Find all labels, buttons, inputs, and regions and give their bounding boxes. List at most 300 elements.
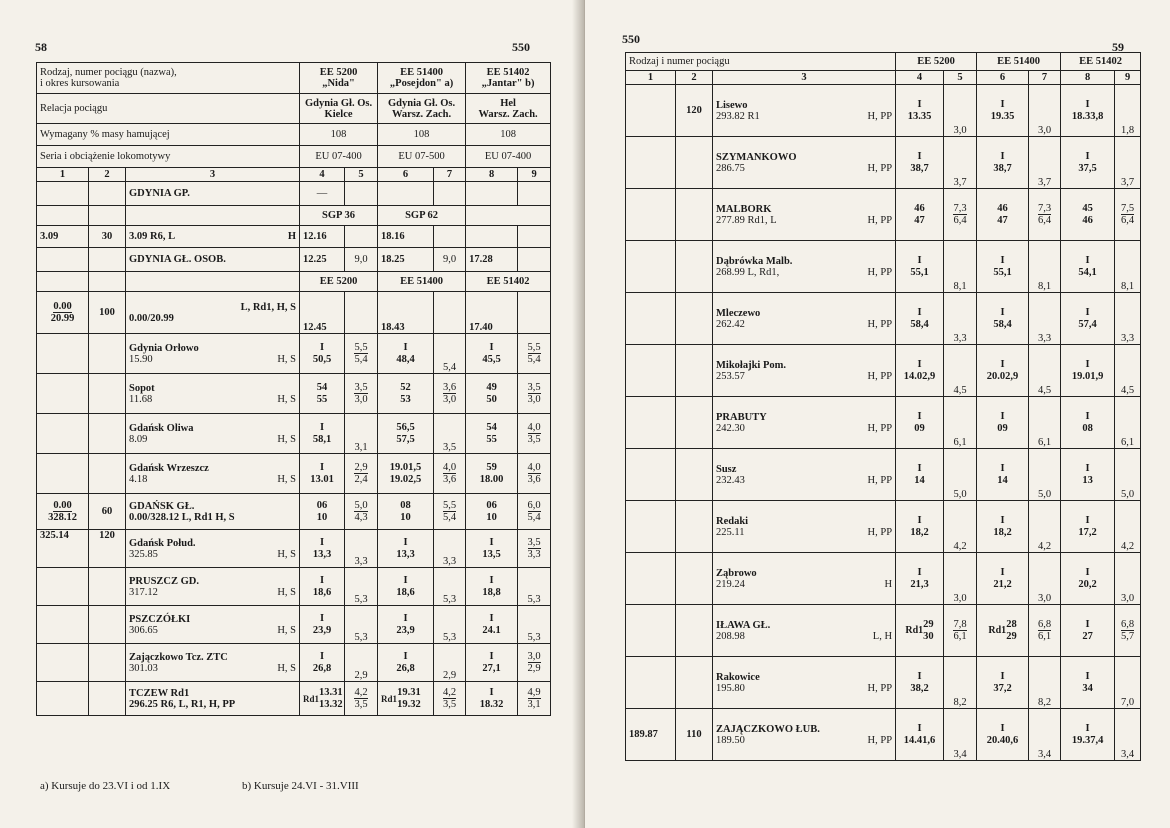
loco-cell: EU 07-400 bbox=[466, 146, 551, 168]
time-cell: I 14 bbox=[896, 449, 944, 501]
train-header: EE 51402 bbox=[1061, 53, 1141, 71]
station-cell: 3.09 R6, L H bbox=[126, 226, 300, 248]
km-cell bbox=[626, 189, 676, 241]
minutes-cell: 3,5 bbox=[434, 414, 466, 454]
minutes-cell: 3,0 bbox=[944, 85, 977, 137]
minutes-cell: 3,7 bbox=[1029, 137, 1061, 189]
minutes-cell: 5,0 bbox=[1115, 449, 1141, 501]
station-cell: PRUSZCZ GD. 317.12 H, S bbox=[126, 568, 300, 606]
minutes-cell: 4,2 bbox=[1115, 501, 1141, 553]
station-row bbox=[626, 449, 1141, 501]
time-cell: I 23,9 bbox=[300, 606, 345, 644]
relation-cell: Gdynia Gł. Os. Kielce bbox=[300, 94, 378, 124]
minutes-cell: 7,3 6,4 bbox=[944, 189, 977, 241]
km-cell bbox=[37, 644, 89, 682]
speed-cell bbox=[676, 501, 713, 553]
minutes-cell: 4,2 bbox=[1029, 501, 1061, 553]
minutes-cell: 3,7 bbox=[1115, 137, 1141, 189]
station-cell: Gdańsk Wrzeszcz 4.18 H, S bbox=[126, 454, 300, 494]
header-train-label: Rodzaj i numer pociągu bbox=[626, 53, 896, 71]
colnum: 8 bbox=[1061, 71, 1115, 85]
minutes-cell: 3,5 3,0 bbox=[518, 374, 551, 414]
minutes-cell: 3,1 bbox=[345, 414, 378, 454]
colnum: 5 bbox=[345, 168, 378, 182]
speed-cell bbox=[676, 449, 713, 501]
minutes-cell: 5,5 5,4 bbox=[345, 334, 378, 374]
time-cell: 18.16 bbox=[378, 226, 434, 248]
speed-cell bbox=[676, 553, 713, 605]
minutes-cell: 4,0 3,6 bbox=[434, 454, 466, 494]
station-row bbox=[626, 345, 1141, 397]
right-page bbox=[585, 0, 1170, 828]
station-cell: SZYMANKOWO 286.75 H, PP bbox=[713, 137, 896, 189]
footnote-a: a) Kursuje do 23.VI i od 1.IX bbox=[40, 780, 171, 792]
time-cell: I 18,8 bbox=[466, 568, 518, 606]
station-row bbox=[37, 374, 551, 414]
time-cell: I 54,1 bbox=[1061, 241, 1115, 293]
minutes-cell: 3,0 bbox=[944, 553, 977, 605]
time-cell: I 19.01,9 bbox=[1061, 345, 1115, 397]
speed-cell bbox=[676, 605, 713, 657]
speed-cell bbox=[89, 568, 126, 606]
time-cell: I 48,4 bbox=[378, 334, 434, 374]
minutes-cell: 2,9 bbox=[434, 644, 466, 682]
minutes-cell: 5,3 bbox=[345, 606, 378, 644]
colnum: 9 bbox=[518, 168, 551, 182]
brake-cell: 108 bbox=[378, 124, 466, 146]
station-cell: IŁAWA GŁ. 208.98 L, H bbox=[713, 605, 896, 657]
minutes-cell: 4,2 bbox=[944, 501, 977, 553]
header-loco-label: Seria i obciążenie lokomotywy bbox=[37, 146, 300, 168]
minutes-cell: 7,5 6,4 bbox=[1115, 189, 1141, 241]
time-cell: I 45,5 bbox=[466, 334, 518, 374]
minutes-cell: 8,1 bbox=[944, 241, 977, 293]
station-row bbox=[37, 644, 551, 682]
minutes-cell: 3,3 bbox=[345, 530, 378, 568]
minutes-cell: 5,5 5,4 bbox=[518, 334, 551, 374]
station-row bbox=[626, 553, 1141, 605]
station-row bbox=[626, 293, 1141, 345]
minutes-cell: 3,3 bbox=[944, 293, 977, 345]
colnum: 1 bbox=[37, 168, 89, 182]
minutes-cell: 6,1 bbox=[1029, 397, 1061, 449]
station-row bbox=[626, 605, 1141, 657]
minutes-cell: 6,8 5,7 bbox=[1115, 605, 1141, 657]
station-row bbox=[626, 709, 1141, 761]
minutes-cell: 9,0 bbox=[345, 248, 378, 272]
colnum: 1 bbox=[626, 71, 676, 85]
time-cell: I 38,7 bbox=[896, 137, 944, 189]
time-cell: I 19.35 bbox=[977, 85, 1029, 137]
minutes-cell: 3,6 3,0 bbox=[434, 374, 466, 414]
time-cell: I 13,5 bbox=[466, 530, 518, 568]
minutes-cell: 8,1 bbox=[1029, 241, 1061, 293]
time-cell: I 58,4 bbox=[977, 293, 1029, 345]
time-cell: 18.43 bbox=[378, 292, 434, 334]
minutes-cell: 3,5 3,0 bbox=[345, 374, 378, 414]
minutes-cell: 6,0 5,4 bbox=[518, 494, 551, 530]
station-row bbox=[37, 414, 551, 454]
time-cell: 54 55 bbox=[466, 414, 518, 454]
header-loco-row bbox=[37, 146, 551, 168]
minutes-cell: 3,7 bbox=[944, 137, 977, 189]
minutes-cell: 5,0 bbox=[1029, 449, 1061, 501]
minutes-cell: 8,2 bbox=[1029, 657, 1061, 709]
minutes-cell: 7,0 bbox=[1115, 657, 1141, 709]
station-row bbox=[37, 494, 551, 530]
station-row bbox=[37, 530, 551, 568]
station-row bbox=[37, 226, 551, 248]
time-cell: Rd1 29 30 bbox=[896, 605, 944, 657]
time-cell: I 23,9 bbox=[378, 606, 434, 644]
station-row bbox=[626, 501, 1141, 553]
colnum: 3 bbox=[713, 71, 896, 85]
loco-cell: EU 07-500 bbox=[378, 146, 466, 168]
station-row bbox=[626, 137, 1141, 189]
footnote-b: b) Kursuje 24.VI - 31.VIII bbox=[242, 780, 359, 792]
station-cell: Sopot 11.68 H, S bbox=[126, 374, 300, 414]
minutes-cell: 8,1 bbox=[1115, 241, 1141, 293]
header-relation-row bbox=[37, 94, 551, 124]
time-cell: 18.25 bbox=[378, 248, 434, 272]
composition-label: SGP 36 bbox=[300, 206, 378, 226]
minutes-cell: 5,3 bbox=[518, 606, 551, 644]
minutes-cell: 4,2 3,5 bbox=[345, 682, 378, 716]
colnum: 5 bbox=[944, 71, 977, 85]
time-cell: I 26,8 bbox=[378, 644, 434, 682]
time-cell: 06 10 bbox=[466, 494, 518, 530]
minutes-cell: 3,4 bbox=[944, 709, 977, 761]
station-row bbox=[37, 248, 551, 272]
station-row bbox=[37, 182, 551, 206]
minutes-cell: 7,8 6,1 bbox=[944, 605, 977, 657]
speed-cell: 30 bbox=[89, 226, 126, 248]
speed-cell bbox=[676, 189, 713, 241]
time-cell: 19.01,5 19.02,5 bbox=[378, 454, 434, 494]
time-cell: I 13.35 bbox=[896, 85, 944, 137]
time-cell: 56,5 57,5 bbox=[378, 414, 434, 454]
time-cell: I 20,2 bbox=[1061, 553, 1115, 605]
colnum: 9 bbox=[1115, 71, 1141, 85]
station-row bbox=[37, 454, 551, 494]
colnum: 4 bbox=[300, 168, 345, 182]
station-row bbox=[37, 292, 551, 334]
time-cell: I 18,2 bbox=[896, 501, 944, 553]
minutes-cell: 1,8 bbox=[1115, 85, 1141, 137]
colnum: 6 bbox=[977, 71, 1029, 85]
minutes-cell: 3,5 3,3 bbox=[518, 530, 551, 568]
time-cell: 59 18.00 bbox=[466, 454, 518, 494]
speed-cell bbox=[89, 644, 126, 682]
speed-cell bbox=[89, 606, 126, 644]
minutes-cell: 4,5 bbox=[944, 345, 977, 397]
time-cell: 49 50 bbox=[466, 374, 518, 414]
time-cell: 12.25 bbox=[300, 248, 345, 272]
time-cell: 52 53 bbox=[378, 374, 434, 414]
time-cell: I 27 bbox=[1061, 605, 1115, 657]
station-cell: Rakowice 195.80 H, PP bbox=[713, 657, 896, 709]
station-cell: Susz 232.43 H, PP bbox=[713, 449, 896, 501]
minutes-cell: 5,0 4,3 bbox=[345, 494, 378, 530]
time-cell: 12.45 bbox=[300, 292, 345, 334]
page-number-left: 58 bbox=[35, 40, 47, 54]
station-row bbox=[626, 241, 1141, 293]
colnum: 6 bbox=[378, 168, 434, 182]
time-cell: 46 47 bbox=[977, 189, 1029, 241]
time-cell: I 55,1 bbox=[977, 241, 1029, 293]
time-cell: 17.28 bbox=[466, 248, 518, 272]
speed-cell bbox=[676, 657, 713, 709]
speed-cell bbox=[676, 397, 713, 449]
minutes-cell: 3,0 2,9 bbox=[518, 644, 551, 682]
km-cell bbox=[626, 657, 676, 709]
train-subheader: EE 51400 bbox=[378, 272, 466, 292]
speed-cell bbox=[676, 293, 713, 345]
station-row bbox=[37, 606, 551, 644]
km-cell bbox=[626, 345, 676, 397]
time-cell: I 09 bbox=[977, 397, 1029, 449]
time-cell: I 21,2 bbox=[977, 553, 1029, 605]
train-header: EE 51400 bbox=[977, 53, 1061, 71]
colnum: 2 bbox=[89, 168, 126, 182]
relation-cell: Gdynia Gł. Os. Warsz. Zach. bbox=[378, 94, 466, 124]
minutes-cell: 3,3 bbox=[1115, 293, 1141, 345]
train-header: EE 5200 „Nida" bbox=[300, 63, 378, 94]
minutes-cell: 5,0 bbox=[944, 449, 977, 501]
station-name: GDYNIA GŁ. OSOB. bbox=[126, 248, 300, 272]
train-subheader: EE 51402 bbox=[466, 272, 551, 292]
station-row bbox=[626, 657, 1141, 709]
minutes-cell: 7,3 6,4 bbox=[1029, 189, 1061, 241]
station-cell: Gdańsk Połud. 325.85 H, S bbox=[126, 530, 300, 568]
time-cell: I 38,2 bbox=[896, 657, 944, 709]
km-cell bbox=[626, 137, 676, 189]
speed-cell bbox=[676, 345, 713, 397]
minutes-cell: 2,9 2,4 bbox=[345, 454, 378, 494]
time-cell: Rd1 13.31 13.32 bbox=[300, 682, 345, 716]
station-cell: Dąbrówka Malb. 268.99 L, Rd1, H, PP bbox=[713, 241, 896, 293]
minutes-cell: 2,9 bbox=[345, 644, 378, 682]
brake-cell: 108 bbox=[466, 124, 551, 146]
time-cell: I 38,7 bbox=[977, 137, 1029, 189]
header-train-row bbox=[37, 63, 551, 94]
time-cell: I 19.37,4 bbox=[1061, 709, 1115, 761]
station-cell: Zajączkowo Tcz. ZTC 301.03 H, S bbox=[126, 644, 300, 682]
station-row bbox=[626, 397, 1141, 449]
minutes-cell: 3,3 bbox=[434, 530, 466, 568]
km-cell bbox=[626, 397, 676, 449]
station-row bbox=[37, 334, 551, 374]
time-cell: I 20.40,6 bbox=[977, 709, 1029, 761]
minutes-cell: 3,0 bbox=[1029, 85, 1061, 137]
timetable-right bbox=[625, 52, 1141, 761]
minutes-cell: 4,9 3,1 bbox=[518, 682, 551, 716]
time-cell: I 58,4 bbox=[896, 293, 944, 345]
minutes-cell: 4,0 3,5 bbox=[518, 414, 551, 454]
loco-cell: EU 07-400 bbox=[300, 146, 378, 168]
speed-cell bbox=[676, 241, 713, 293]
time-cell: I 24.1 bbox=[466, 606, 518, 644]
brake-cell: 108 bbox=[300, 124, 378, 146]
km-cell bbox=[37, 568, 89, 606]
time-cell: I 50,5 bbox=[300, 334, 345, 374]
station-cell: MALBORK 277.89 Rd1, L H, PP bbox=[713, 189, 896, 241]
station-cell: PRABUTY 242.30 H, PP bbox=[713, 397, 896, 449]
time-cell: I 13,3 bbox=[378, 530, 434, 568]
station-row bbox=[626, 189, 1141, 241]
minutes-cell: 5,3 bbox=[434, 568, 466, 606]
km-cell bbox=[626, 605, 676, 657]
km-cell bbox=[37, 606, 89, 644]
km-cell bbox=[626, 293, 676, 345]
station-cell: GDAŃSK GŁ. 0.00/328.12 L, Rd1 H, S bbox=[126, 494, 300, 530]
colnum: 3 bbox=[126, 168, 300, 182]
time-cell: I 09 bbox=[896, 397, 944, 449]
time-cell: I 14 bbox=[977, 449, 1029, 501]
time-cell: I 18,6 bbox=[300, 568, 345, 606]
speed-cell: 60 bbox=[89, 494, 126, 530]
time-cell: I 20.02,9 bbox=[977, 345, 1029, 397]
minutes-cell: 5,3 bbox=[345, 568, 378, 606]
station-name: GDYNIA GP. bbox=[126, 182, 300, 206]
relation-cell: Hel Warsz. Zach. bbox=[466, 94, 551, 124]
colnum: 7 bbox=[1029, 71, 1061, 85]
speed-cell: 100 bbox=[89, 292, 126, 334]
time-cell: I 13,3 bbox=[300, 530, 345, 568]
time-cell: I 13 bbox=[1061, 449, 1115, 501]
time-cell: 08 10 bbox=[378, 494, 434, 530]
minutes-cell: 4,2 3,5 bbox=[434, 682, 466, 716]
time-cell: Rd1 28 29 bbox=[977, 605, 1029, 657]
station-cell: Ząbrowo 219.24 H bbox=[713, 553, 896, 605]
station-cell: PSZCZÓŁKI 306.65 H, S bbox=[126, 606, 300, 644]
minutes-cell: 5,5 5,4 bbox=[434, 494, 466, 530]
time-cell: I 58,1 bbox=[300, 414, 345, 454]
minutes-cell: 5,3 bbox=[518, 568, 551, 606]
header-brake-label: Wymagany % masy hamującej bbox=[37, 124, 300, 146]
minutes-cell: 9,0 bbox=[434, 248, 466, 272]
time-cell: — bbox=[300, 182, 345, 206]
column-number-row bbox=[626, 71, 1141, 85]
time-cell: I 18,6 bbox=[378, 568, 434, 606]
time-cell: I 18,2 bbox=[977, 501, 1029, 553]
time-cell: 06 10 bbox=[300, 494, 345, 530]
km-cell bbox=[626, 553, 676, 605]
colnum: 2 bbox=[676, 71, 713, 85]
station-row bbox=[626, 85, 1141, 137]
km-cell: 3.09 bbox=[37, 226, 89, 248]
minutes-cell: 4,5 bbox=[1029, 345, 1061, 397]
train-header: EE 51400 „Posejdon" a) bbox=[378, 63, 466, 94]
time-cell: 45 46 bbox=[1061, 189, 1115, 241]
time-cell: 17.40 bbox=[466, 292, 518, 334]
time-cell: I 37,2 bbox=[977, 657, 1029, 709]
minutes-cell: 3,0 bbox=[1029, 553, 1061, 605]
minutes-cell: 6,1 bbox=[944, 397, 977, 449]
time-cell: I 14.02,9 bbox=[896, 345, 944, 397]
time-cell: I 21,3 bbox=[896, 553, 944, 605]
km-cell bbox=[626, 85, 676, 137]
time-cell: 46 47 bbox=[896, 189, 944, 241]
minutes-cell: 4,0 3,6 bbox=[518, 454, 551, 494]
time-cell: I 17,2 bbox=[1061, 501, 1115, 553]
time-cell: I 27,1 bbox=[466, 644, 518, 682]
km-cell: 189.87 bbox=[626, 709, 676, 761]
time-cell: I 26,8 bbox=[300, 644, 345, 682]
header-train-label: Rodzaj, numer pociągu (nazwa), i okres kursowania bbox=[37, 63, 300, 94]
km-cell: 0.00 20.99 bbox=[37, 292, 89, 334]
header-relation-label: Relacja pociągu bbox=[37, 94, 300, 124]
colnum: 7 bbox=[434, 168, 466, 182]
composition-label: SGP 62 bbox=[378, 206, 466, 226]
station-cell: Lisewo 293.82 R1 H, PP bbox=[713, 85, 896, 137]
station-cell: TCZEW Rd1 296.25 R6, L, R1, H, PP bbox=[126, 682, 300, 716]
time-cell: 12.16 bbox=[300, 226, 345, 248]
minutes-cell: 8,2 bbox=[944, 657, 977, 709]
composition-row bbox=[37, 206, 551, 226]
minutes-cell: 6,8 6,1 bbox=[1029, 605, 1061, 657]
page-number-left: 550 bbox=[622, 32, 640, 46]
time-cell: I 34 bbox=[1061, 657, 1115, 709]
time-cell: I 14.41,6 bbox=[896, 709, 944, 761]
km-cell bbox=[626, 501, 676, 553]
header-train-row bbox=[626, 53, 1141, 71]
column-number-row bbox=[37, 168, 551, 182]
speed-cell: 110 bbox=[676, 709, 713, 761]
page-number-right: 550 bbox=[512, 40, 530, 54]
minutes-cell: 3,4 bbox=[1115, 709, 1141, 761]
colnum: 8 bbox=[466, 168, 518, 182]
km-cell bbox=[626, 241, 676, 293]
station-cell: L, Rd1, H, S 0.00/20.99 bbox=[126, 292, 300, 334]
station-cell: Redaki 225.11 H, PP bbox=[713, 501, 896, 553]
minutes-cell: 3,3 bbox=[1029, 293, 1061, 345]
km-cell: 325.14 bbox=[37, 530, 89, 568]
minutes-cell: 6,1 bbox=[1115, 397, 1141, 449]
time-cell: I 57,4 bbox=[1061, 293, 1115, 345]
minutes-cell: 3,4 bbox=[1029, 709, 1061, 761]
time-cell: I 37,5 bbox=[1061, 137, 1115, 189]
station-row bbox=[37, 568, 551, 606]
speed-cell: 120 bbox=[676, 85, 713, 137]
time-cell: I 08 bbox=[1061, 397, 1115, 449]
speed-cell: 120 bbox=[89, 530, 126, 568]
time-cell: I 18.32 bbox=[466, 682, 518, 716]
station-cell: ZAJĄCZKOWO ŁUB. 189.50 H, PP bbox=[713, 709, 896, 761]
time-cell: 54 55 bbox=[300, 374, 345, 414]
minutes-cell: 3,0 bbox=[1115, 553, 1141, 605]
minutes-cell: 5,4 bbox=[434, 334, 466, 374]
km-cell: 0.00 328.12 bbox=[37, 494, 89, 530]
timetable-left bbox=[36, 62, 551, 716]
station-cell: Gdańsk Oliwa 8.09 H, S bbox=[126, 414, 300, 454]
train-subheader: EE 5200 bbox=[300, 272, 378, 292]
colnum: 4 bbox=[896, 71, 944, 85]
minutes-cell: 4,5 bbox=[1115, 345, 1141, 397]
station-cell: Mikołajki Pom. 253.57 H, PP bbox=[713, 345, 896, 397]
speed-cell bbox=[676, 137, 713, 189]
train-header: EE 51402 „Jantar" b) bbox=[466, 63, 551, 94]
header-brake-row bbox=[37, 124, 551, 146]
time-cell: Rd1 19.31 19.32 bbox=[378, 682, 434, 716]
minutes-cell: 5,3 bbox=[434, 606, 466, 644]
station-cell: Gdynia Orłowo 15.90 H, S bbox=[126, 334, 300, 374]
station-row bbox=[37, 682, 551, 716]
km-cell bbox=[626, 449, 676, 501]
time-cell: I 18.33,8 bbox=[1061, 85, 1115, 137]
station-cell: Mleczewo 262.42 H, PP bbox=[713, 293, 896, 345]
subheader-row bbox=[37, 272, 551, 292]
